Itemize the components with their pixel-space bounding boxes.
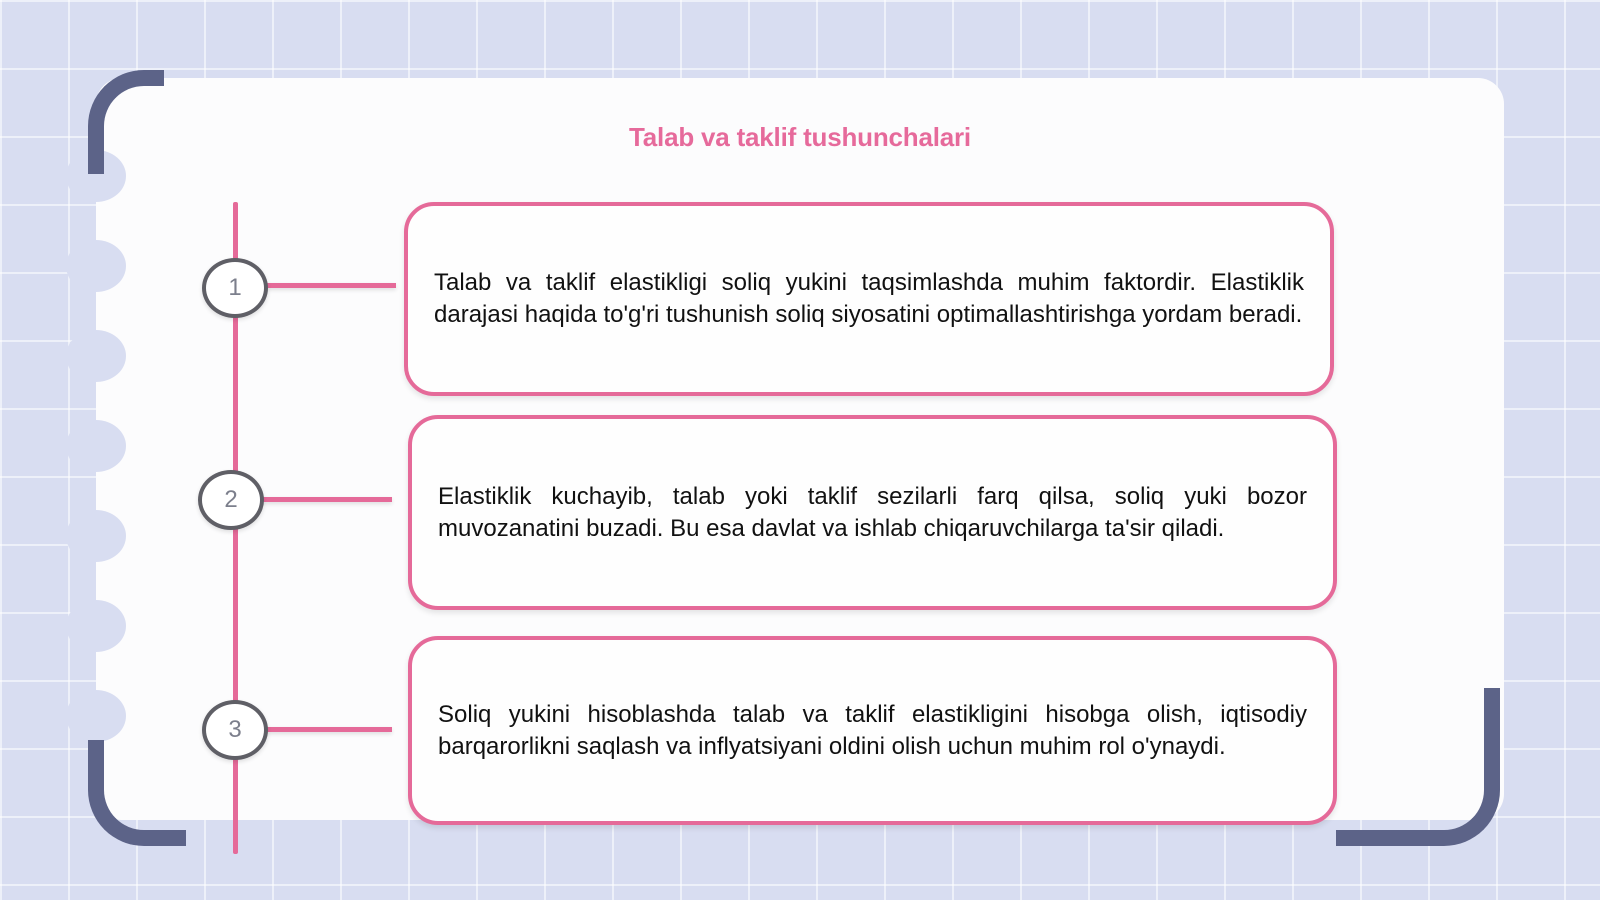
sheet-scallop [66, 600, 126, 652]
timeline-connector [266, 283, 396, 288]
sheet-scallop [66, 330, 126, 382]
step-number-badge: 1 [202, 258, 268, 318]
frame-corner-bottom-right [1336, 688, 1500, 846]
sheet-scallop [66, 510, 126, 562]
sheet-scallop [66, 420, 126, 472]
timeline-connector [262, 497, 392, 502]
sheet-scallop [66, 690, 126, 742]
timeline-card [408, 636, 1337, 825]
timeline-card [408, 415, 1337, 610]
sheet-scallop [66, 240, 126, 292]
step-number-badge: 2 [198, 470, 264, 530]
page-title: Talab va taklif tushunchalari [629, 122, 971, 152]
card-text: Soliq yukini hisoblashda talab va taklif elastikligini hisobga olish, iqtisodiy barqarorlikni saqlash va inflyatsiyani oldini olish uchun muhim rol o'ynaydi. [438, 700, 1307, 760]
card-text: Elastiklik kuchayib, talab yoki taklif sezilarli farq qilsa, soliq yuki bozor muvozanatini buzadi. Bu esa davlat va ishlab chiqaruvchilarga ta'sir qiladi. [438, 482, 1307, 542]
card-text: Talab va taklif elastikligi soliq yukini taqsimlashda muhim faktordir. Elastiklik darajasi haqida to'g'ri tushunish soliq siyosatini optimallashtirishga yordam beradi. [434, 269, 1304, 328]
step-number-badge: 3 [202, 700, 268, 760]
timeline-connector [266, 727, 392, 732]
timeline-card [404, 202, 1334, 396]
frame-corner-bottom-left [88, 740, 186, 846]
